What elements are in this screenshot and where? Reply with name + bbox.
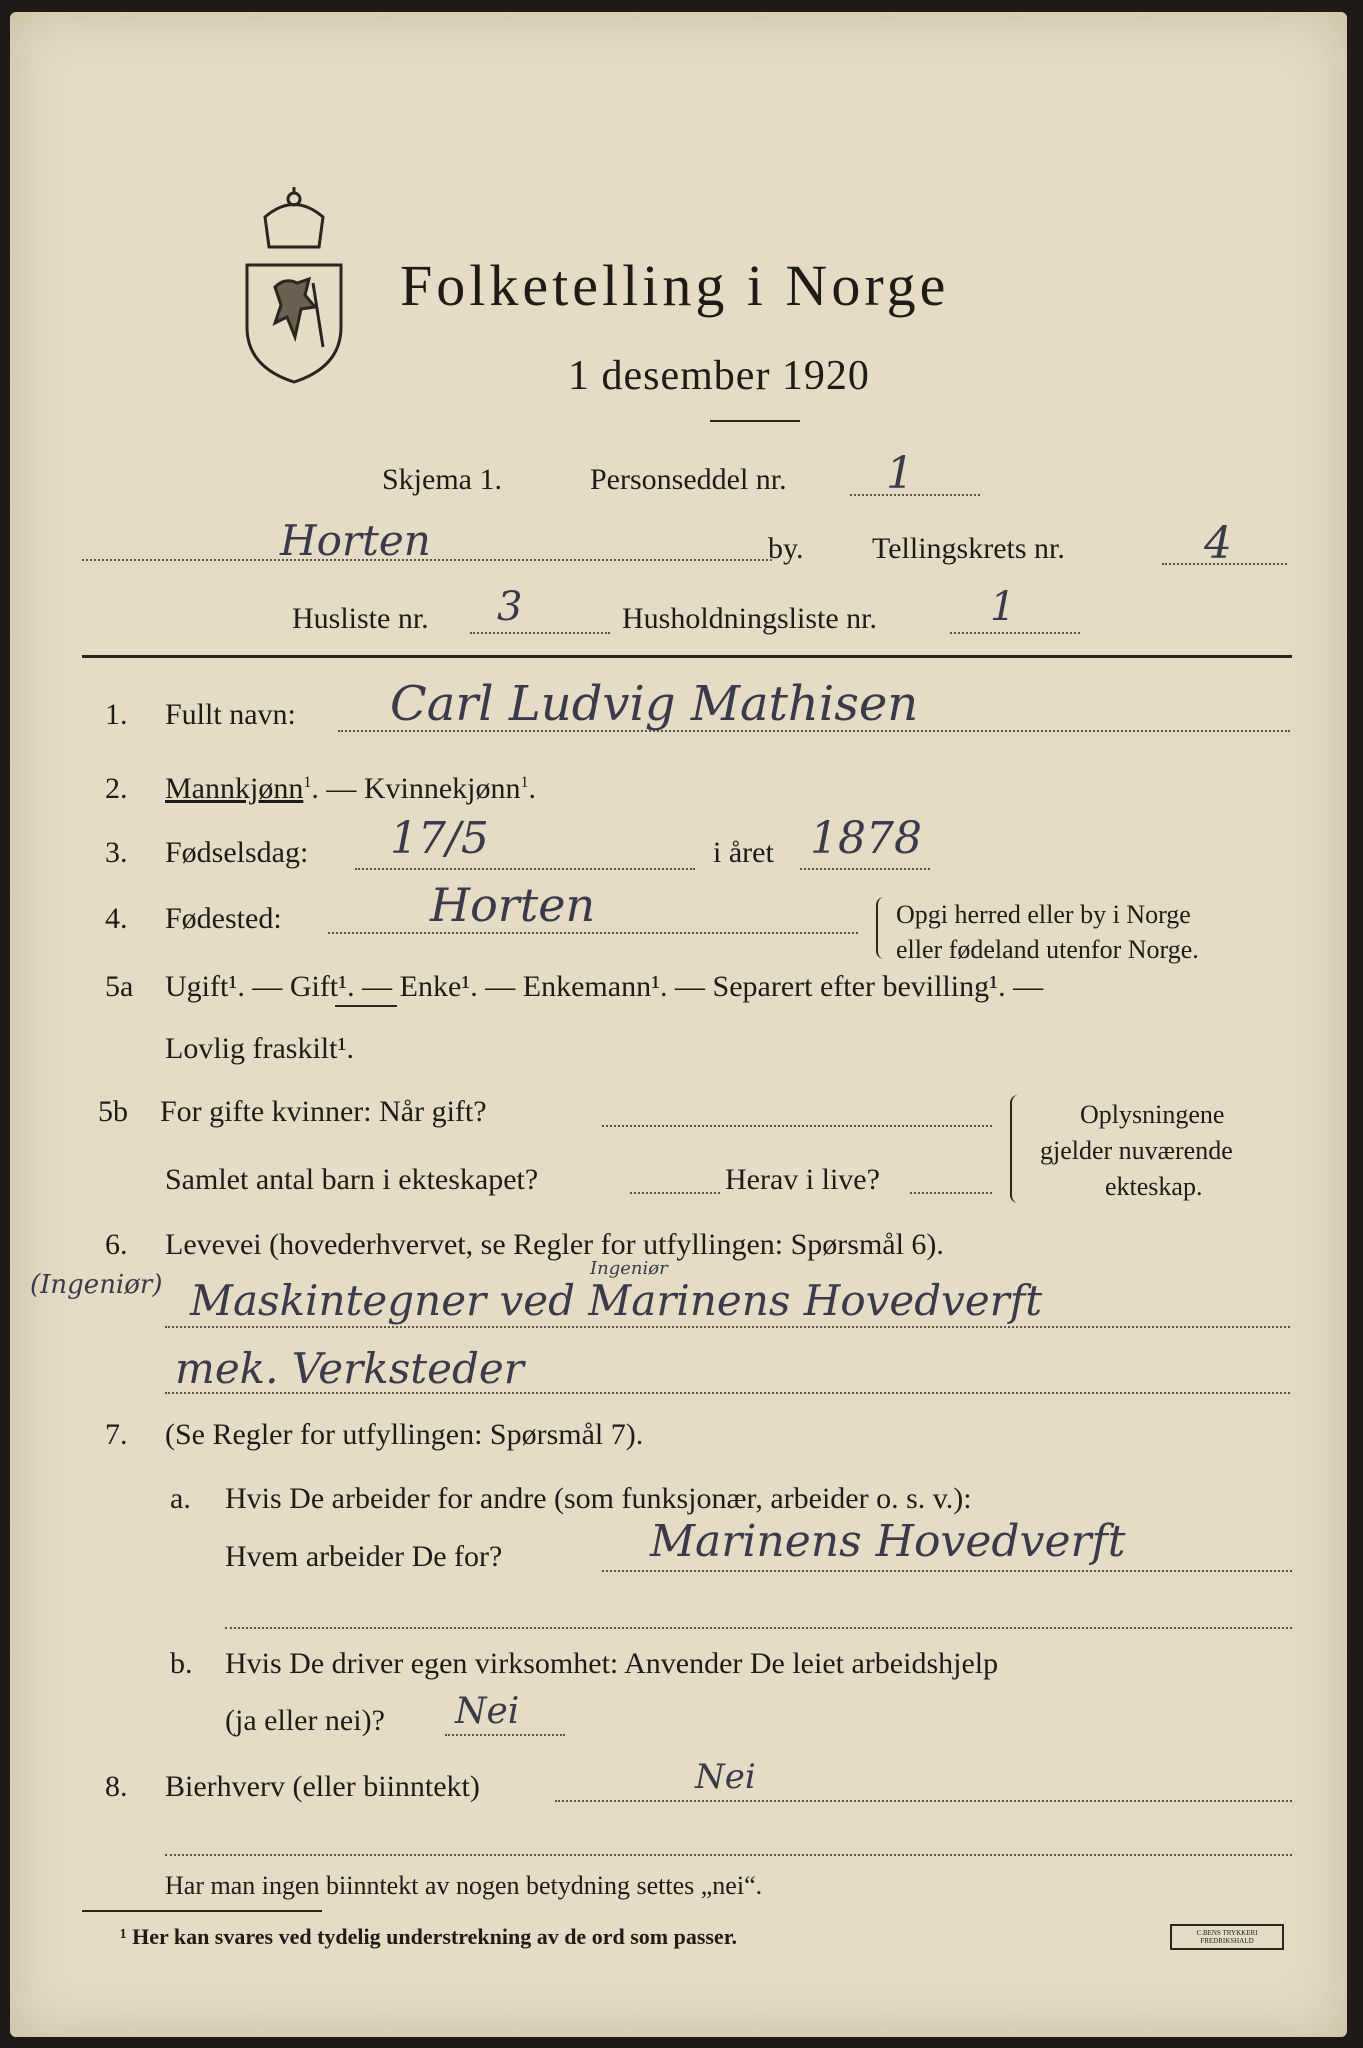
q3-year-line (800, 868, 930, 870)
q6-line2 (165, 1392, 1290, 1394)
personseddel-label: Personseddel nr. (590, 463, 787, 496)
q6-margin-note: (Ingeniør) (30, 1270, 163, 1300)
form-title: Folketelling i Norge (400, 253, 950, 318)
q5a-line1[interactable]: Ugift¹. — Gift¹. — Enke¹. — Enkemann¹. — Separert efter bevilling¹. — (165, 970, 1044, 1003)
husliste-label: Husliste nr. (292, 602, 429, 635)
q7a-line (602, 1570, 1292, 1572)
coat-of-arms-icon (235, 187, 353, 387)
q4-line (328, 932, 858, 934)
q7b-line (445, 1734, 565, 1736)
q5a-line2[interactable]: Lovlig fraskilt¹. (165, 1032, 354, 1065)
q3-year-label: i året (713, 836, 774, 869)
q4-note-brace (876, 897, 888, 959)
printer-stamp (1170, 1924, 1284, 1950)
by-label: by. (768, 532, 804, 565)
q2-separator: . — (311, 772, 357, 805)
q3-number: 3. (105, 836, 128, 869)
q6-above-note: Ingeniør (590, 1258, 668, 1279)
q7-number: 7. (105, 1418, 128, 1451)
q2-end: . (528, 772, 536, 805)
q8-value[interactable]: Nei (695, 1757, 756, 1797)
personseddel-value[interactable]: 1 (886, 448, 914, 499)
q1-value[interactable]: Carl Ludvig Mathisen (390, 676, 919, 732)
q5b-label1: For gifte kvinner: Når gift? (160, 1095, 487, 1128)
printer-text: C.BENS TRYKKERI FREDRIKSHALD (1196, 1929, 1258, 1945)
husholdning-label: Husholdningsliste nr. (622, 602, 878, 635)
q5b-note-line1: Oplysningene (1080, 1100, 1225, 1129)
q7b-line1: Hvis De driver egen virksomhet: Anvender De leiet arbeidshjelp (225, 1647, 999, 1680)
skjema-label: Skjema 1. (382, 463, 502, 496)
q8-extra-line (165, 1854, 1292, 1856)
husholdning-value[interactable]: 1 (990, 584, 1016, 630)
q5a-number: 5a (105, 970, 134, 1003)
q5b-alive-line (910, 1192, 992, 1194)
nei-note: Har man ingen biinntekt av nogen betydning settes „nei“. (165, 1871, 763, 1900)
q8-label: Bierhverv (eller biinntekt) (165, 1770, 480, 1803)
q2-options: Mannkjønn$^1$. — Kvinnekjønn$^1$. (165, 772, 536, 805)
q6-number: 6. (105, 1228, 128, 1261)
q5b-children-line (630, 1192, 720, 1194)
q5b-label2: Samlet antal barn i ekteskapet? (165, 1163, 539, 1196)
q2-female-option[interactable]: Kvinnekjønn (363, 772, 521, 805)
husliste-line (470, 632, 610, 634)
tellingskrets-value[interactable]: 4 (1204, 518, 1232, 569)
q7a-value[interactable]: Marinens Hovedverft (650, 1516, 1126, 1567)
q3-year-value[interactable]: 1878 (810, 813, 922, 864)
q3-value[interactable]: 17/5 (390, 813, 489, 864)
q6-label: Levevei (hovederhvervet, se Regler for utfyllingen: Spørsmål 6). (165, 1228, 944, 1261)
footnote: ¹ Her kan svares ved tydelig understrekning av de ord som passer. (120, 1924, 737, 1949)
q5b-note-line2: gjelder nuværende (1040, 1136, 1233, 1165)
q7a-number: a. (170, 1482, 191, 1515)
q7a-line1: Hvis De arbeider for andre (som funksjonær, arbeider o. s. v.): (225, 1482, 972, 1515)
q5a-gift-underline (335, 1005, 397, 1007)
q5b-note-line3: ekteskap. (1105, 1172, 1203, 1201)
q3-line (355, 868, 695, 870)
q6-line1 (165, 1326, 1290, 1328)
husholdning-line (950, 632, 1080, 634)
q8-number: 8. (105, 1770, 128, 1803)
q5b-note-brace (1010, 1095, 1024, 1203)
husliste-value[interactable]: 3 (497, 584, 523, 630)
q7-label: (Se Regler for utfyllingen: Spørsmål 7). (165, 1418, 644, 1451)
q4-label: Fødested: (165, 902, 282, 935)
q6-value-line1[interactable]: Maskintegner ved Marinens Hovedverft (190, 1276, 1043, 1325)
q5b-married-line (602, 1125, 992, 1127)
q5b-label3: Herav i live? (725, 1163, 880, 1196)
q4-number: 4. (105, 902, 128, 935)
tellingskrets-label: Tellingskrets nr. (872, 532, 1065, 565)
q7b-value[interactable]: Nei (455, 1691, 520, 1732)
q4-note-line1: Opgi herred eller by i Norge (896, 900, 1191, 929)
q3-label: Fødselsdag: (165, 836, 309, 869)
q2-number: 2. (105, 772, 128, 805)
q5b-number: 5b (98, 1095, 128, 1128)
q1-label: Fullt navn: (165, 698, 296, 731)
q7a-line2: Hvem arbeider De for? (225, 1540, 503, 1573)
city-value[interactable]: Horten (280, 516, 431, 565)
footnote-rule (82, 1910, 322, 1912)
title-divider (710, 420, 800, 422)
q6-value-line2[interactable]: mek. Verksteder (175, 1344, 524, 1393)
q2-male-option[interactable]: Mannkjønn (165, 772, 304, 805)
q7a-extra-line (225, 1627, 1292, 1629)
census-form (10, 12, 1347, 2037)
q4-value[interactable]: Horten (430, 878, 596, 932)
q4-note-line2: eller fødeland utenfor Norge. (896, 935, 1199, 964)
personseddel-line (850, 494, 980, 496)
form-date: 1 desember 1920 (568, 353, 870, 399)
q1-number: 1. (105, 698, 128, 731)
q8-line (555, 1800, 1292, 1802)
header-rule (82, 655, 1292, 658)
q7b-line2: (ja eller nei)? (225, 1704, 385, 1737)
q7b-number: b. (170, 1647, 193, 1680)
